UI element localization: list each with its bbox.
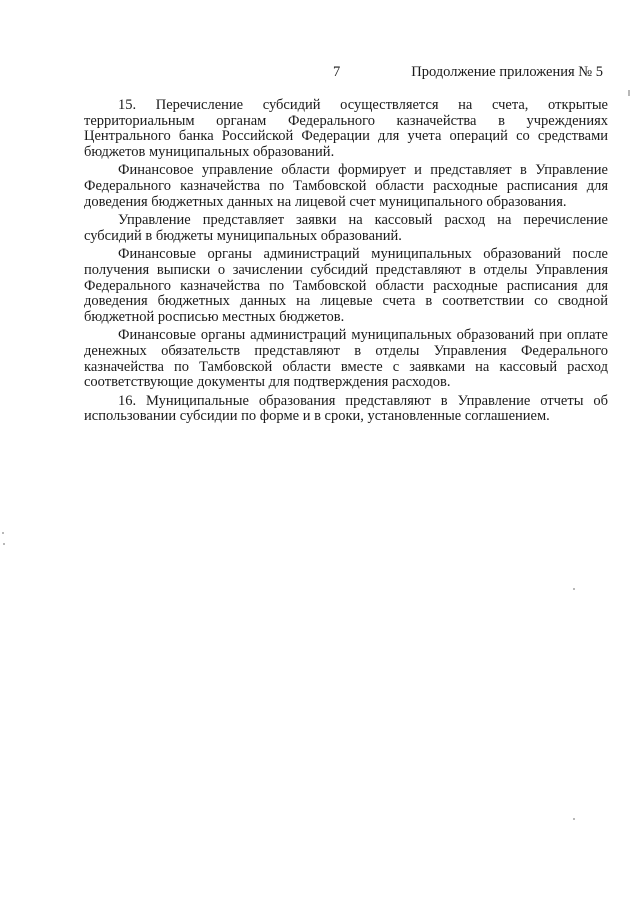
paragraph-financial-department: Финансовое управление области формирует и представляет в Управление Федерального казначейства по Тамбовской области расходные расписания для доведения бюджетных данных на лицевой счет муниципального образования. [84, 162, 608, 210]
paragraph-payment-obligations: Финансовые органы администраций муниципальных образований при оплате денежных обязательств представляют в отделы Управления Федерального казначейства по Тамбовской области вместе с заявками на кассовый расход соответствующие документы для подтверждения расходов. [84, 327, 608, 391]
paragraph-cash-requests: Управление представляет заявки на кассовый расход на перечисление субсидий в бюджеты муниципальных образований. [84, 212, 608, 244]
document-body [84, 98, 608, 425]
paragraph-16-reports: 16. Муниципальные образования представляют в Управление отчеты об использовании субсидии по форме и в сроки, установленные соглашением. [84, 392, 608, 425]
paragraph-municipal-statements: Финансовые органы администраций муниципальных образований после получения выписки о зачислении субсидий представляют в отделы Управления Федерального казначейства по Тамбовской области расходные расписания для доведения бюджетных данных на лицевые счета в соответствии со сводной бюджетной росписью местных бюджетов. [84, 246, 608, 325]
scan-mark-right-top [628, 90, 630, 96]
scan-mark-left-lower [3, 543, 5, 545]
scan-mark-left-upper [2, 532, 4, 534]
paragraph-15-subsidy-transfer: 15. Перечисление субсидий осуществляется на счета, открытые территориальным органам Федерального казначейства в учреждениях Центрального банка Российской Федерации для учета операций со средствами бюджетов муниципальных образований. [84, 97, 608, 160]
page-number: 7 [333, 64, 341, 80]
appendix-continuation-note: Продолжение приложения № 5 [411, 64, 603, 80]
scan-mark-right-middle [573, 588, 575, 590]
scan-mark-right-lower [573, 818, 575, 820]
